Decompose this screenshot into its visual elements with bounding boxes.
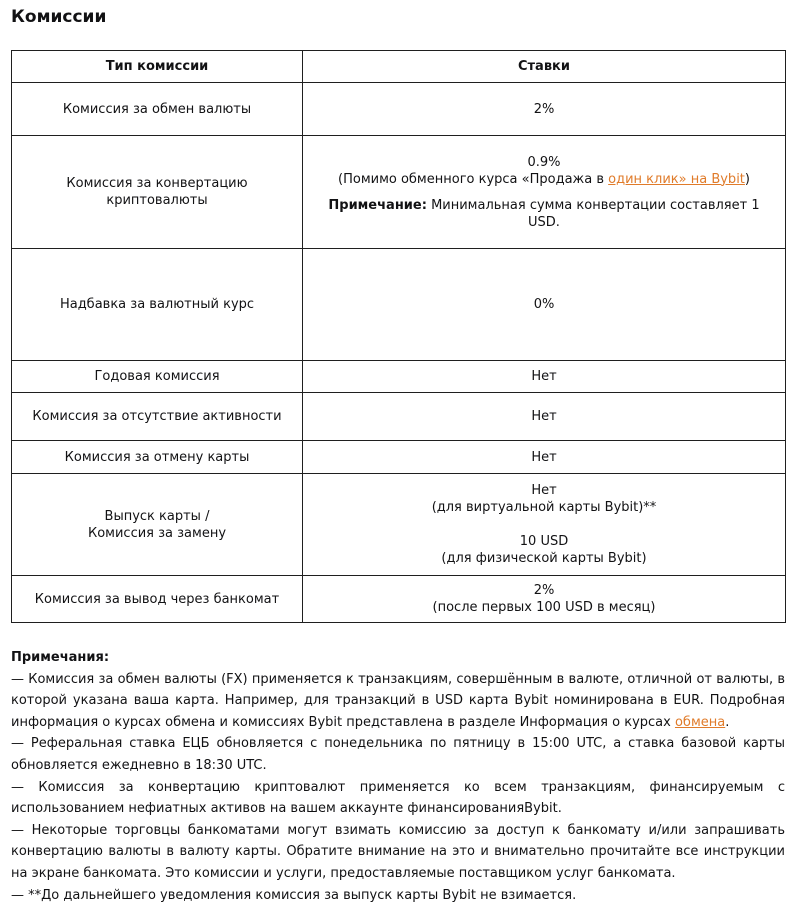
table-header-row xyxy=(12,51,786,83)
fee-type-cell: Годовая комиссия xyxy=(12,361,303,393)
notes-section xyxy=(11,647,785,906)
fee-type-line: Комиссия за замену xyxy=(87,525,227,541)
rate-note-text: Минимальная сумма конвертации составляет 1 USD. xyxy=(426,197,760,230)
fee-type-cell: Комиссия за отмену карты xyxy=(12,441,303,474)
fee-type-cell: Комиссия за вывод через банкомат xyxy=(12,576,303,623)
fee-rate-cell xyxy=(303,474,786,576)
rate-line: 2% xyxy=(533,583,555,598)
note-paragraph: — Некоторые торговцы банкоматами могут взимать комиссию за доступ к банкомату и/или запрашивать конвертацию валюты в валюту карты. Обратите внимание на это и внимательно прочитайте все инструкции на экране банкомата. Это комиссии и услуги, предоставляемые поставщиком услуг банкомата. xyxy=(11,822,785,881)
table-row xyxy=(12,393,786,441)
table-row xyxy=(12,474,786,576)
table-row xyxy=(12,361,786,393)
note-text: — Комиссия за обмен валюты (FX) применяется к транзакциям, совершённым в валюте, отличной от валюты, в которой указана ваша карта. Например, для транзакций в USD карта Bybit номинирована в EUR. Подробная информация о курсах обмена и комиссиях Bybit представлена в разделе Информация о курсах xyxy=(11,671,785,730)
rate-line: (после первых 100 USD в месяц) xyxy=(432,600,656,615)
rate-value: 0.9% xyxy=(527,154,561,170)
fee-rate-cell: Нет xyxy=(303,441,786,474)
fee-rate-cell: 2% xyxy=(303,83,786,136)
rate-line: (для физической карты Bybit) xyxy=(441,551,647,566)
rate-note xyxy=(313,197,775,231)
note-paragraph: — **До дальнейшего уведомления комиссия за выпуск карты Bybit не взимается. xyxy=(11,887,577,903)
rate-line: (для виртуальной карты Bybit)** xyxy=(431,500,657,515)
note-paragraph: — Реферальная ставка ЕЦБ обновляется с понедельника по пятницу в 15:00 UTC, а ставка базовой карты обновляется ежедневно в 18:30 UTC. xyxy=(11,736,785,773)
fees-table xyxy=(11,50,786,623)
one-click-sell-link[interactable]: один клик» на Bybit xyxy=(608,171,745,187)
page-title: Комиссии xyxy=(11,7,107,27)
fee-rate-cell: Нет xyxy=(303,361,786,393)
table-row xyxy=(12,136,786,249)
exchange-link[interactable]: обмена xyxy=(674,714,726,730)
table-row xyxy=(12,576,786,623)
rate-line: Нет xyxy=(531,483,557,498)
notes-title: Примечания: xyxy=(11,650,110,665)
fee-rate-cell: 0% xyxy=(303,249,786,361)
fee-type-cell: Надбавка за валютный курс xyxy=(12,249,303,361)
fee-type-cell xyxy=(12,474,303,576)
header-fee-type: Тип комиссии xyxy=(12,51,303,83)
fee-type-cell: Комиссия за отсутствие активности xyxy=(12,393,303,441)
note-paragraph xyxy=(11,669,785,734)
fee-rate-cell xyxy=(303,136,786,249)
rate-note-label: Примечание: xyxy=(328,197,427,213)
table-row xyxy=(12,441,786,474)
header-rates: Ставки xyxy=(303,51,786,83)
note-end: . xyxy=(725,714,730,730)
table-row xyxy=(12,83,786,136)
fee-rate-cell: Нет xyxy=(303,393,786,441)
fee-type-cell: Комиссия за обмен валюты xyxy=(12,83,303,136)
rate-detail-suffix: ) xyxy=(744,171,750,187)
fee-type-line: Выпуск карты / xyxy=(104,508,210,524)
fee-type-text: Комиссия за конвертацию криптовалюты xyxy=(66,176,248,208)
fee-type-cell xyxy=(12,136,303,249)
fee-rate-cell xyxy=(303,576,786,623)
rate-detail xyxy=(313,171,775,188)
note-paragraph: — Комиссия за конвертацию криптовалют применяется ко всем транзакциям, финансируемым с использованием нефиатных активов на вашем аккаунте финансированияBybit. xyxy=(11,779,785,817)
table-row xyxy=(12,249,786,361)
rate-line: 10 USD xyxy=(519,534,569,549)
rate-detail-prefix: (Помимо обменного курса «Продажа в xyxy=(338,171,609,187)
